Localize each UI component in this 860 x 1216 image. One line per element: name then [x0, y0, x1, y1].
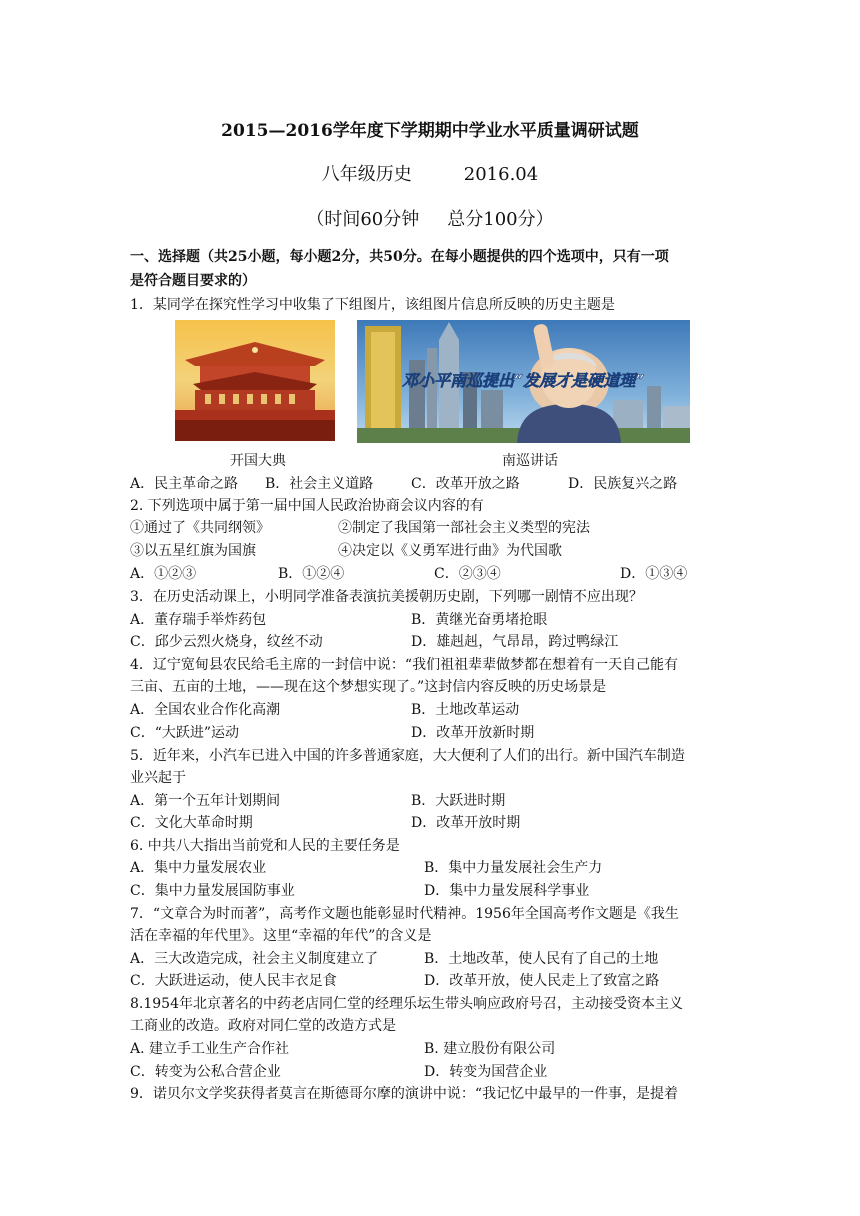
q1-option-b: B．社会主义道路: [265, 476, 374, 492]
q2-option-a: A．①②③: [130, 566, 197, 582]
q6-option-b: B．集中力量发展社会生产力: [424, 860, 603, 876]
total-score: 总分100分）: [447, 209, 554, 230]
southern-tour-image: [357, 320, 690, 443]
exam-title: 2015—2016学年度下学期期中学业水平质量调研试题: [221, 121, 639, 141]
q7-option-d: D．改革开放，使人民走上了致富之路: [424, 973, 660, 989]
q8-option-a: A. 建立手工业生产合作社: [130, 1041, 290, 1057]
q1-caption-1: 开国大典: [230, 453, 286, 469]
q8-stem-1: 8.1954年北京著名的中药老店同仁堂的经理乐坛生带头响应政府号召，主动接受资本主义: [130, 996, 683, 1012]
section-heading-2: 是符合题目要求的）: [130, 273, 256, 289]
exam-time: （时间60分钟: [306, 209, 420, 230]
q4-stem-2: 三亩、五亩的土地，——现在这个梦想实现了。”这封信内容反映的历史场景是: [130, 679, 607, 695]
q4-stem-1: 4．辽宁宽甸县农民给毛主席的一封信中说：“我们祖祖辈辈做梦都在想着有一天自己能有: [130, 657, 679, 673]
q5-stem-2: 业兴起于: [130, 770, 186, 786]
q7-stem-1: 7．“文章合为时而著”，高考作文题也能彰显时代精神。1956年全国高考作文题是《我生: [130, 906, 679, 922]
q1-stem: 1．某同学在探究性学习中收集了下组图片，该组图片信息所反映的历史主题是: [130, 297, 615, 313]
time-score-line: [0, 205, 860, 231]
q8-stem-2: 工商业的改造。政府对同仁堂的改造方式是: [130, 1018, 396, 1034]
q8-option-c: C．转变为公私合营企业: [130, 1064, 281, 1080]
q2-statement-1: ①通过了《共同纲领》: [130, 520, 270, 536]
q4-option-a: A．全国农业合作化高潮: [130, 702, 281, 718]
q7-option-b: B．土地改革，使人民有了自己的土地: [424, 951, 659, 967]
q2-option-d: D．①③④: [620, 566, 688, 582]
banner-text: 邓小平南巡提出“发展才是硬道理”: [402, 371, 645, 390]
q9-stem-1: 9．诺贝尔文学奖获得者莫言在斯德哥尔摩的演讲中说：“我记忆中最早的一件事，是提着: [130, 1086, 679, 1102]
q6-option-c: C．集中力量发展国防事业: [130, 883, 295, 899]
q2-option-b: B．①②④: [278, 566, 345, 582]
q4-option-d: D．改革开放新时期: [411, 725, 535, 741]
q3-stem: 3．在历史活动课上，小明同学准备表演抗美援朝历史剧，下列哪一剧情不应出现？: [130, 589, 643, 605]
q6-option-d: D．集中力量发展科学事业: [424, 883, 590, 899]
q5-option-b: B．大跃进时期: [411, 793, 506, 809]
q3-option-c: C．邱少云烈火烧身，纹丝不动: [130, 634, 323, 650]
q6-option-a: A．集中力量发展农业: [130, 860, 267, 876]
q7-option-a: A．三大改造完成，社会主义制度建立了: [130, 951, 379, 967]
q2-statement-4: ④决定以《义勇军进行曲》为代国歌: [338, 543, 562, 559]
q1-caption-2: 南巡讲话: [502, 453, 558, 469]
q6-stem: 6. 中共八大指出当前党和人民的主要任务是: [130, 838, 400, 854]
q2-stem: 2. 下列选项中属于第一届中国人民政治协商会议内容的有: [130, 498, 484, 514]
q4-option-b: B．土地改革运动: [411, 702, 520, 718]
founding-ceremony-image: [175, 320, 335, 441]
q1-option-a: A．民主革命之路: [130, 476, 239, 492]
q3-option-a: A．董存瑞手举炸药包: [130, 612, 267, 628]
q7-stem-2: 活在幸福的年代里》。这里“幸福的年代”的含义是: [130, 928, 432, 944]
q1-option-d: D．民族复兴之路: [568, 476, 678, 492]
q7-option-c: C．大跃进运动，使人民丰衣足食: [130, 973, 337, 989]
q8-option-d: D．转变为国营企业: [424, 1064, 548, 1080]
q5-option-c: C．文化大革命时期: [130, 815, 253, 831]
exam-date: 2016.04: [463, 164, 539, 185]
section-heading-1: 一、选择题（共25小题，每小题2分，共50分。在每小题提供的四个选项中，只有一项: [130, 249, 669, 265]
q2-option-c: C．②③④: [434, 566, 501, 582]
q5-option-d: D．改革开放时期: [411, 815, 521, 831]
q3-option-b: B．黄继光奋勇堵抢眼: [411, 612, 548, 628]
q1-option-c: C．改革开放之路: [411, 476, 520, 492]
subject: 八年级历史: [321, 164, 412, 185]
q5-stem-1: 5．近年来，小汽车已进入中国的许多普通家庭，大大便利了人们的出行。新中国汽车制造: [130, 748, 685, 764]
q8-option-b: B. 建立股份有限公司: [424, 1041, 556, 1057]
subject-line: [0, 160, 860, 186]
q3-option-d: D．雄赳赳，气昂昂，跨过鸭绿江: [411, 634, 619, 650]
q2-statement-3: ③以五星红旗为国旗: [130, 543, 256, 559]
q4-option-c: C．“大跃进”运动: [130, 725, 240, 741]
q2-statement-2: ②制定了我国第一部社会主义类型的宪法: [338, 520, 590, 536]
q5-option-a: A．第一个五年计划期间: [130, 793, 281, 809]
